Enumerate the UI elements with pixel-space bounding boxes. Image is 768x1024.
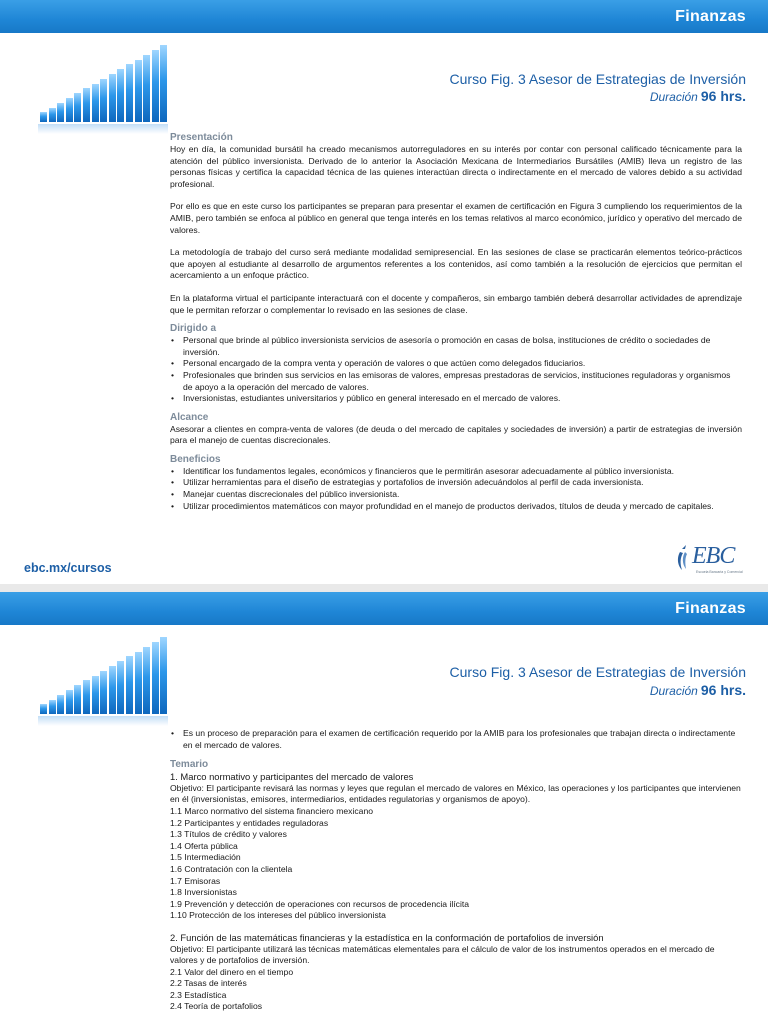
- growth-bar: [57, 103, 64, 122]
- module-title: 1. Marco normativo y participantes del mercado de valores: [170, 771, 414, 783]
- course-description: [170, 131, 742, 512]
- intro-list: [170, 728, 744, 751]
- list-item: • Manejar cuentas discrecionales del público inversionista.: [170, 489, 742, 501]
- course-duration: [650, 682, 746, 698]
- header-bar: [0, 0, 768, 33]
- growth-bar: [74, 685, 81, 714]
- list-item: • Es un proceso de preparación para el examen de certificación requerido por la AMIB para los profesionales que trabajan directa o indirectamente en el mercado de valores.: [170, 728, 744, 751]
- topic-item: 1.9 Prevención y detección de operaciones con recursos de procedencia ilícita: [170, 898, 470, 909]
- courses-link[interactable]: ebc.mx/cursos: [24, 561, 112, 575]
- topic-item: 2.1 Valor del dinero en el tiempo: [170, 966, 294, 977]
- growth-bar: [143, 55, 150, 122]
- growth-bar: [135, 60, 142, 122]
- growth-bar: [57, 695, 64, 714]
- module-title: 2. Función de las matemáticas financieras y la estadística en la conformación de portafolios de inversión: [170, 931, 604, 943]
- bar-growth-graphic: [38, 632, 170, 714]
- topic-item: 1.5 Intermediación: [170, 852, 241, 863]
- growth-bar: [126, 64, 133, 122]
- duration-label: Duración: [649, 90, 698, 104]
- topic-item: 1.4 Oferta pública: [170, 840, 238, 851]
- growth-bar: [109, 666, 116, 714]
- spacer: [170, 922, 744, 932]
- topic-item: 1.7 Emisoras: [170, 875, 221, 886]
- growth-bar: [49, 700, 56, 714]
- growth-bar: [49, 108, 56, 122]
- paragraph: En la plataforma virtual el participante interactuará con el docente y compañeros, sin embargo también deberá desarrollar actividades de aprendizaje que le permitan reforzar o complementar lo revisado en las sesiones de clase.: [170, 292, 742, 315]
- growth-bar: [152, 50, 159, 122]
- growth-bar: [92, 84, 99, 122]
- list-item: • Inversionistas, estudiantes universitarios y público en general interesado en el mercado de valores.: [170, 393, 742, 405]
- growth-bar: [83, 680, 90, 714]
- list-item: • Profesionales que brinden sus servicios en las emisoras de valores, empresas prestadoras de servicios, instituciones reguladoras y organismos de apoyo a la operación del mercado de valores.: [170, 370, 742, 393]
- header-bar: [0, 592, 768, 625]
- list-item: • Personal encargado de la compra venta y operación de valores o que actúen como delegados fiduciarios.: [170, 358, 742, 370]
- growth-bar: [92, 676, 99, 714]
- section-heading-presentacion: Presentación: [170, 132, 233, 143]
- course-duration: [650, 88, 746, 104]
- benefits-list: [170, 466, 742, 512]
- topic-item: 2.4 Teoría de portafolios: [170, 1001, 263, 1012]
- list-item: • Identificar los fundamentos legales, económicos y financieros que le permitirán asesorar adecuadamente al público inversionista.: [170, 466, 742, 478]
- brand-label: Finanzas: [675, 8, 746, 25]
- list-item: • Utilizar procedimientos matemáticos con mayor profundidad en el manejo de productos derivados, títulos de deuda y mercado de capitales.: [170, 501, 742, 513]
- duration-label: Duración: [649, 684, 698, 698]
- section-heading-alcance: Alcance: [170, 411, 209, 423]
- list-item: • Utilizar herramientas para el diseño de estrategias y portafolios de inversión adecuándolos al perfil de cada inversionista.: [170, 477, 742, 489]
- growth-bar: [66, 98, 73, 122]
- growth-bar: [152, 642, 159, 714]
- growth-bar: [160, 637, 167, 714]
- bar-reflection: [38, 716, 168, 726]
- growth-bar: [143, 647, 150, 714]
- growth-bar: [40, 112, 47, 122]
- topic-item: 2.3 Estadística: [170, 989, 227, 1000]
- logo-text: EBC: [692, 543, 735, 569]
- course-title: Curso Fig. 3 Asesor de Estrategias de Inversión: [449, 71, 746, 87]
- ebc-logo: [676, 541, 748, 579]
- topic-item: 1.1 Marco normativo del sistema financiero mexicano: [170, 805, 373, 816]
- duration-value: 96 hrs.: [700, 88, 746, 104]
- growth-bar: [40, 704, 47, 714]
- growth-bar: [126, 656, 133, 714]
- paragraph: Asesorar a clientes en compra-venta de valores (de deuda o del mercado de capitales y sociedades de inversión) a partir de estrategias de inversión para el manejo de cuentas discrecionales.: [170, 423, 742, 446]
- bar-reflection: [38, 124, 168, 134]
- growth-bar: [74, 93, 81, 122]
- growth-bar: [100, 671, 107, 714]
- growth-bar: [109, 74, 116, 122]
- page-2: [0, 592, 768, 1024]
- growth-bar: [135, 652, 142, 714]
- growth-bar: [117, 69, 124, 122]
- paragraph: Hoy en día, la comunidad bursátil ha creado mecanismos autorreguladores en su interés por contar con personal calificado técnicamente para la atención del público inversionista. Derivado de lo anterior la Asociación Mexicana de Intermediarios Bursátiles (AMIB) lleva un registro de las personas físicas y certifica la capacidad técnica de las quienes interactúan directa o indirectamente en el mercado de valores debido a su actividad profesional.: [170, 144, 742, 189]
- growth-bar: [100, 79, 107, 122]
- bar-growth-graphic: [38, 40, 170, 122]
- logo-subtext: Escuela Bancaria y Comercial: [696, 570, 743, 574]
- growth-bar: [83, 88, 90, 122]
- topic-item: 1.10 Protección de los intereses del público inversionista: [170, 910, 386, 921]
- topic-item: 1.3 Títulos de crédito y valores: [170, 829, 287, 840]
- topic-item: 1.6 Contratación con la clientela: [170, 863, 293, 874]
- section-heading-temario: Temario: [170, 759, 209, 771]
- audience-list: [170, 335, 742, 405]
- duration-value: 96 hrs.: [700, 682, 746, 698]
- module-objective: Objetivo: El participante utilizará las técnicas matemáticas elementales para el cálculo de valor de los instrumentos operados en el mercado de valores y de portafolios de inversión.: [170, 943, 715, 966]
- section-heading-dirigido: Dirigido a: [170, 323, 217, 335]
- paragraph: La metodología de trabajo del curso será mediante modalidad semipresencial. En las sesiones de clase se practicarán elementos teórico-prácticos que apoyen al estudiante al desarrollo de argumentos referentes a los contenidos, así como también a la resolución de ejercicios que permitan el acercamiento a un enfoque práctico.: [170, 247, 742, 281]
- course-title: Curso Fig. 3 Asesor de Estrategias de Inversión: [449, 664, 746, 680]
- growth-bar: [117, 661, 124, 714]
- brand-label: Finanzas: [675, 600, 746, 617]
- growth-bar: [160, 45, 167, 122]
- module-objective: Objetivo: El participante revisará las normas y leyes que regulan el mercado de valores en México, las operaciones y los participantes que intervienen en él (inversionistas, emisores, intermediarios, entidades regulatorias y organismos de apoyo).: [170, 782, 741, 805]
- growth-bar: [66, 690, 73, 714]
- course-syllabus: [170, 728, 744, 1013]
- topic-item: 1.8 Inversionistas: [170, 887, 237, 898]
- topic-item: 2.2 Tasas de interés: [170, 978, 247, 989]
- paragraph: Por ello es que en este curso los participantes se preparan para presentar el examen de certificación en Figura 3 cumpliendo los requerimientos de la AMIB, pero también se enfoca al público en general que tenga interés en los temas relativos al marco económico, jurídico y operativo del mercado de valores.: [170, 201, 742, 235]
- section-heading-beneficios: Beneficios: [170, 453, 221, 465]
- list-item: • Personal que brinde al público inversionista servicios de asesoría o promoción en casas de bolsa, instituciones de crédito o sociedades de inversión.: [170, 335, 742, 358]
- topic-item: 1.2 Participantes y entidades reguladoras: [170, 817, 329, 828]
